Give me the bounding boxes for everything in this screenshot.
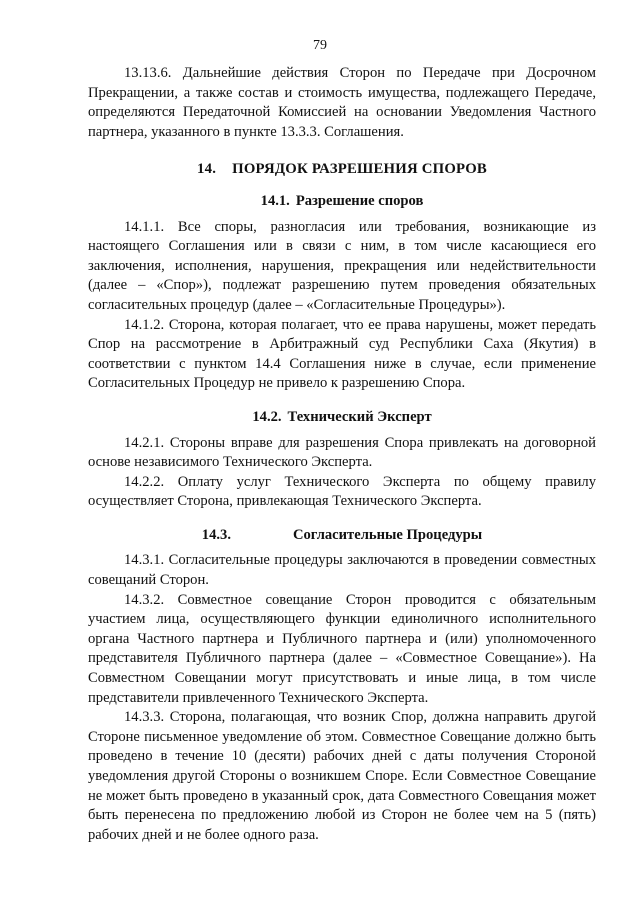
subsection-14-3-heading xyxy=(88,526,596,546)
paragraph-14-3-1: 14.3.1. Согласительные процедуры заключаются в проведении совместных совещаний Сторон. xyxy=(88,552,596,589)
page-content xyxy=(88,64,596,845)
section-14-title: ПОРЯДОК РАЗРЕШЕНИЯ СПОРОВ xyxy=(232,161,487,178)
subsection-14-2-heading xyxy=(88,408,596,428)
section-14-heading xyxy=(88,160,596,180)
paragraph-14-2-1: 14.2.1. Стороны вправе для разрешения Спора привлекать на договорной основе независимого Технического Эксперта. xyxy=(88,434,596,471)
paragraph-14-1-1: 14.1.1. Все споры, разногласия или требования, возникающие из настоящего Соглашения или в связи с ним, в том числе касающиеся его заключения, исполнения, нарушения, прекращения или недействительности (далее – «Спор»), подлежат разрешению путем проведения обязательных согласительных процедур (далее – «Согласительные Процедуры»). xyxy=(88,218,596,313)
section-14-number: 14. xyxy=(197,161,217,178)
paragraph-13-13-6: 13.13.6. Дальнейшие действия Сторон по Передаче при Досрочном Прекращении, а также состав и стоимость имущества, подлежащего Передаче, определяются Передаточной Комиссией на основании Уведомления Частного партнера, указанного в пункте 13.3.3. Соглашения. xyxy=(88,65,596,140)
paragraph-14-2-2: 14.2.2. Оплату услуг Технического Эксперта по общему правилу осуществляет Сторона, привлекающая Технического Эксперта. xyxy=(88,473,596,510)
subsection-14-2-number: 14.2. xyxy=(252,408,282,425)
page-number: 79 xyxy=(313,38,327,53)
subsection-14-1-title: Разрешение споров xyxy=(295,192,424,209)
subsection-14-1-heading xyxy=(88,192,596,212)
subsection-14-2-title: Технический Эксперт xyxy=(287,408,432,425)
paragraph-14-3-2: 14.3.2. Совместное совещание Сторон проводится с обязательным участием лица, осуществляющего функции единоличного исполнительного органа Частного партнера и Публичного партнера и (или) уполномоченного представителя Публичного партнера (далее – «Совместное Совещание»). На Совместном Совещании могут присутствовать и иные лица, в том числе представители привлеченного Технического Эксперта. xyxy=(88,591,596,706)
subsection-14-3-number: 14.3. xyxy=(201,526,231,543)
subsection-14-3-title: Согласительные Процедуры xyxy=(292,526,483,543)
paragraph-14-3-3: 14.3.3. Сторона, полагающая, что возник Спор, должна направить другой Стороне письменное уведомление об этом. Совместное Совещание должно быть проведено в течение 10 (десяти) рабочих дней с даты получения Стороной уведомления другой Стороны о возникшем Споре. Если Совместное Совещание не может быть проведено в указанный срок, дата Совместного Совещания может быть перенесена по предложению любой из Сторон не более чем на 5 (пять) рабочих дней и не более одного раза. xyxy=(88,709,596,843)
paragraph-14-1-2: 14.1.2. Сторона, которая полагает, что ее права нарушены, может передать Спор на рассмотрение в Арбитражный суд Республики Саха (Якутия) в соответствии с пунктом 14.4 Соглашения ниже в случае, если применение Согласительных Процедур не привело к разрешению Спора. xyxy=(88,316,596,392)
subsection-14-1-number: 14.1. xyxy=(260,192,290,209)
